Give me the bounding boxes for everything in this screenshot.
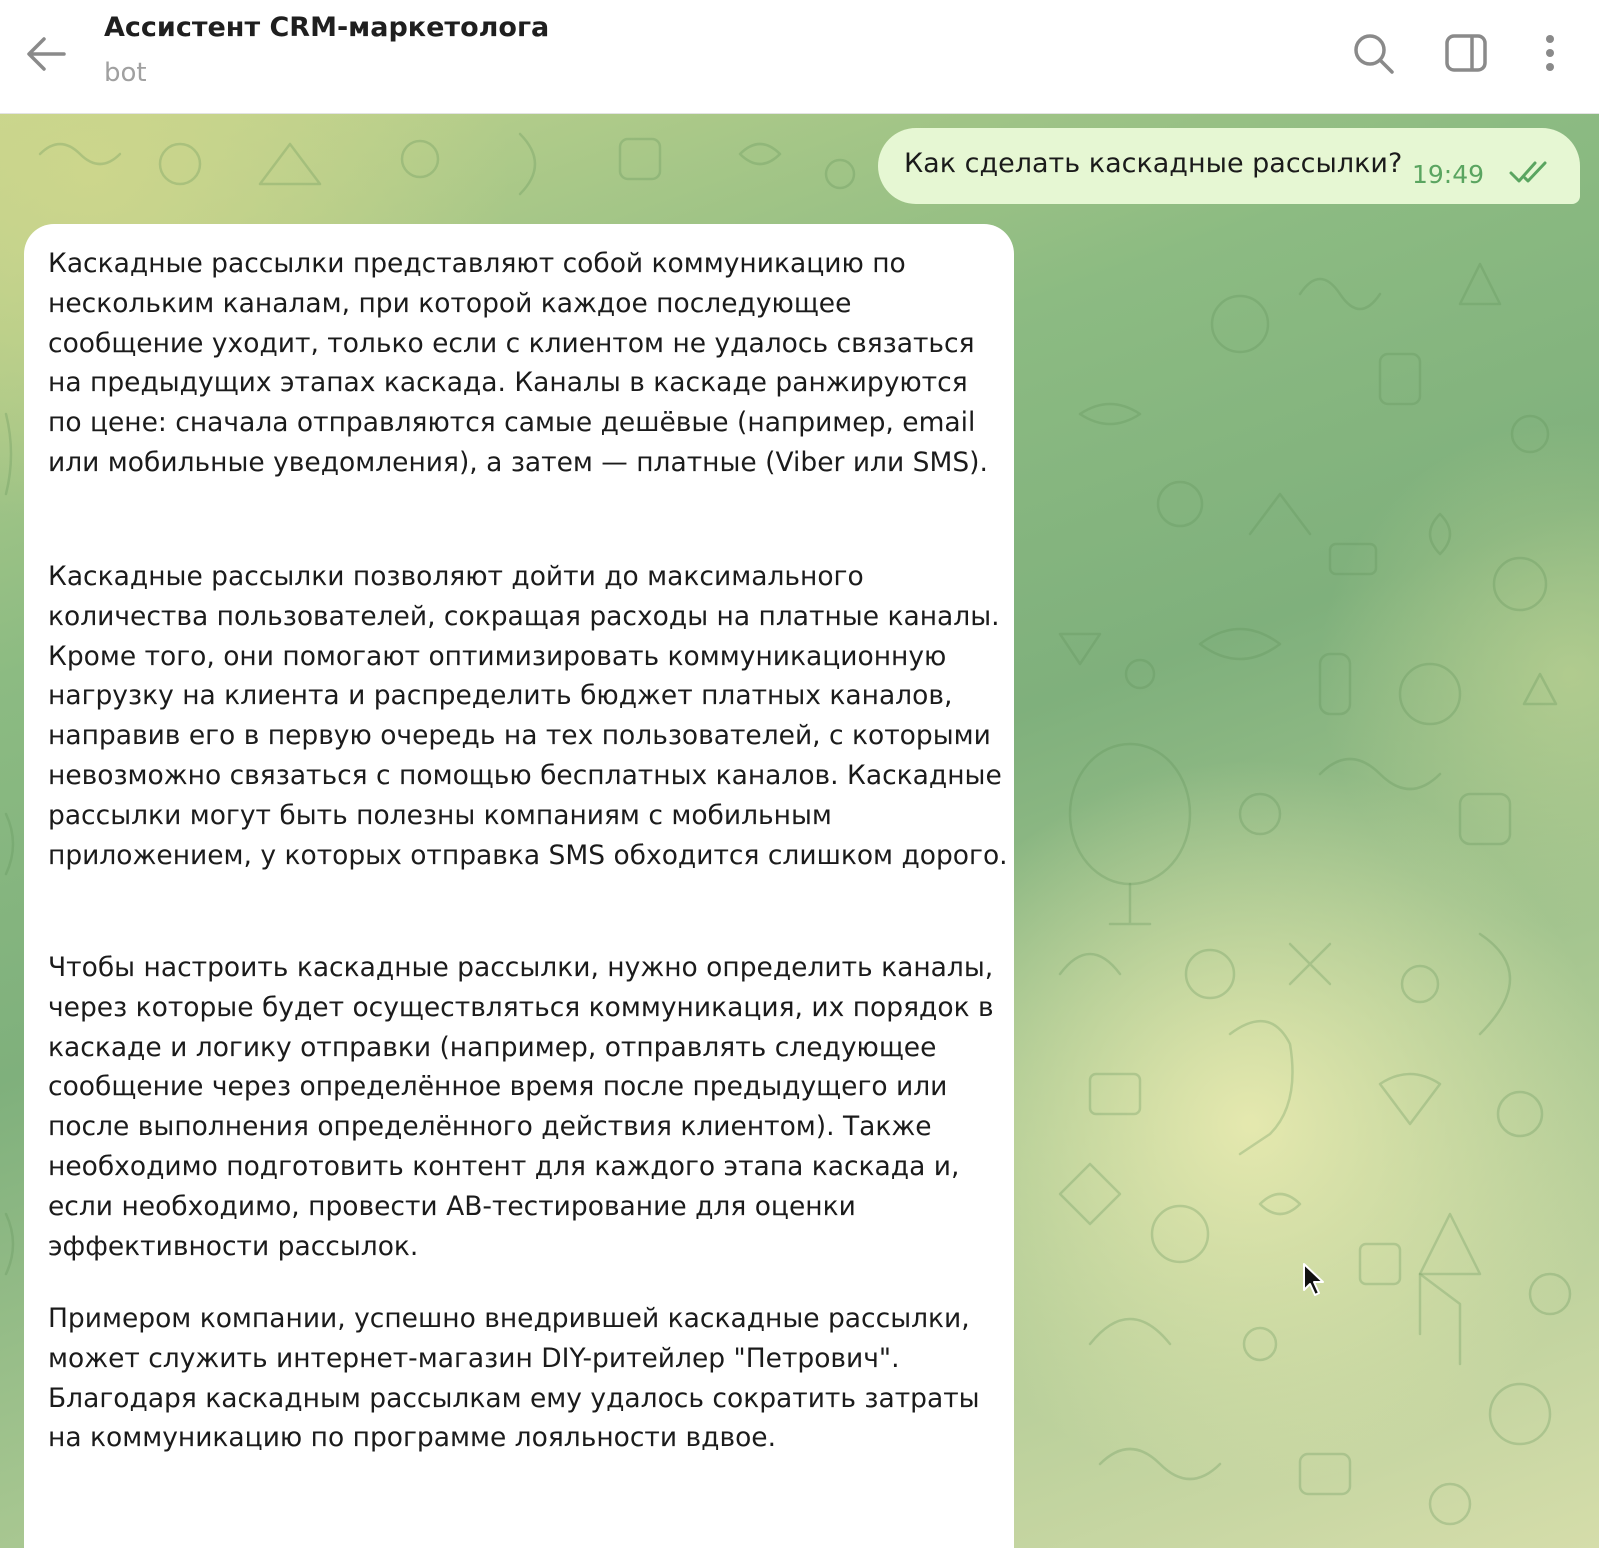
outgoing-message-text: Как сделать каскадные рассылки?: [904, 148, 1403, 179]
double-check-icon: [1508, 158, 1552, 186]
chat-area[interactable]: [0, 114, 1599, 1548]
chat-title[interactable]: Ассистент CRM-маркетолога: [104, 12, 550, 43]
more-options-button[interactable]: [1522, 26, 1578, 82]
message-paragraph: Каскадные рассылки представляют собой коммуникацию по нескольким каналам, при которой каждое последующее сообщение уходит, только если с клиентом не удалось связаться на предыдущих этапах каскада. Каналы в каскаде ранжируются по цене: сначала отправляются самые дешёвые (например, email или мобильные уведомления), а затем — платные (Viber или SMS).: [48, 248, 988, 478]
mouse-pointer-icon: [1302, 1262, 1328, 1298]
message-paragraph: Чтобы настроить каскадные рассылки, нужно определить каналы, через которые будет осуществляться коммуникация, их порядок в каскаде и логику отправки (например, отправлять следующее сообщение через определённое время после предыдущего или после выполнения определённого действия клиентом). Также необходимо подготовить контент для каждого этапа каскада и, если необходимо, провести АВ-тестирование для оценки эффективности рассылок.: [48, 952, 994, 1262]
message-paragraph: Примером компании, успешно внедрившей каскадные рассылки, может служить интернет-магазин DIY-ритейлер "Петрович". Благодаря каскадным рассылкам ему удалось сократить затраты на коммуникацию по программе лояльности вдвое.: [48, 1303, 980, 1454]
chat-subtitle: bot: [104, 58, 147, 88]
outgoing-message[interactable]: [878, 128, 1580, 204]
more-vertical-icon: [1522, 26, 1578, 82]
search-button[interactable]: [1346, 26, 1402, 82]
arrow-left-icon: [20, 28, 72, 80]
search-icon: [1346, 26, 1402, 82]
incoming-message[interactable]: [24, 224, 1014, 1548]
message-time: 19:49: [1412, 160, 1485, 189]
sidebar-toggle-button[interactable]: [1438, 26, 1494, 82]
message-paragraph: Каскадные рассылки позволяют дойти до максимального количества пользователей, сокращая расходы на платные каналы. Кроме того, они помогают оптимизировать коммуникационную нагрузку на клиента и распределить бюджет платных каналов, направив его в первую очередь на тех пользователей, с которыми невозможно связаться с помощью бесплатных каналов. Каскадные рассылки могут быть полезны компаниям с мобильным приложением, у которых отправка SMS обходится слишком дорого.: [48, 561, 1008, 871]
back-button[interactable]: [20, 28, 72, 80]
sidebar-toggle-icon: [1438, 26, 1494, 82]
chat-header: [0, 0, 1599, 114]
